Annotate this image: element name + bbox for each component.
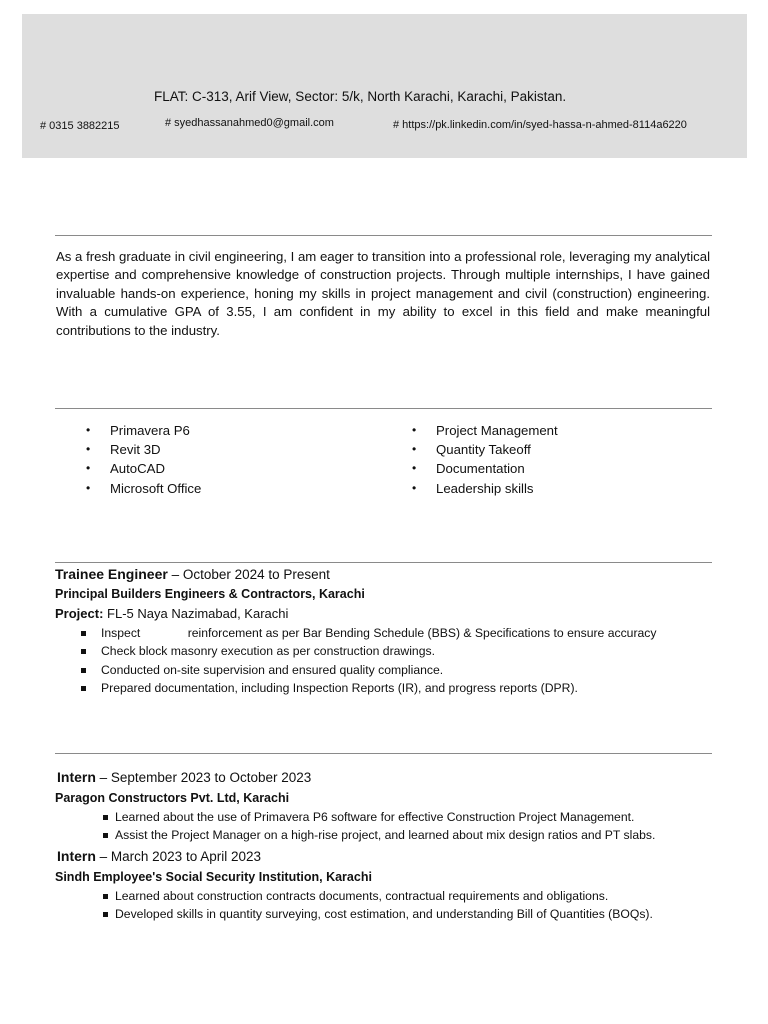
phone-number: # 0315 3882215: [40, 120, 120, 132]
internship-company: Sindh Employee's Social Security Institution, Karachi: [55, 870, 372, 884]
job-project: [55, 606, 288, 621]
project-value: FL-5 Naya Nazimabad, Karachi: [103, 606, 289, 621]
skill-item: • Leadership skills: [412, 480, 534, 496]
summary-paragraph: As a fresh graduate in civil engineering, I am eager to transition into a professional role, leveraging my analytical expertise and comprehensive knowledge of construction projects. Through multiple internships, I have gained invaluable hands-on experience, honing my skills in project management and civil (construction) engineering. With a cumulative GPA of 3.55, I am confident in my ability to excel in this field and make meaningful contributions to the industry.: [56, 249, 710, 338]
contact-header: [22, 14, 747, 158]
job-company: Principal Builders Engineers & Contractors, Karachi: [55, 587, 365, 601]
task-item: Developed skills in quantity surveying, cost estimation, and understanding Bill of Quantities (BOQs).: [115, 905, 653, 923]
address-text: FLAT: C-313, Arif View, Sector: 5/k, North Karachi, Karachi, Pakistan.: [154, 89, 567, 104]
internship-task-list: [115, 808, 655, 845]
internship-period: – March 2023 to April 2023: [95, 849, 261, 864]
task-item: Learned about construction contracts documents, contractual requirements and obligations.: [115, 887, 653, 905]
internship-title-line: [57, 769, 311, 785]
job-title-line: [55, 566, 330, 582]
skills-list-left: [86, 421, 202, 498]
section-divider: [55, 408, 712, 409]
section-divider: [55, 753, 712, 754]
skill-item: • Revit 3D: [86, 442, 161, 458]
internship-task-list: [115, 887, 653, 924]
job-role: Trainee Engineer: [55, 566, 168, 582]
job-task-list: [101, 624, 656, 698]
task-item: Prepared documentation, including Inspection Reports (IR), and progress reports (DPR).: [101, 679, 656, 697]
internship-role: Intern: [57, 848, 96, 864]
skill-item: • Primavera P6: [86, 423, 190, 438]
skill-item: • Quantity Takeoff: [412, 442, 531, 458]
linkedin-link[interactable]: # https://pk.linkedin.com/in/syed-hassa-n-ahmed-8114a6220: [393, 119, 687, 131]
project-label: Project:: [55, 606, 104, 621]
skills-list-right: [412, 421, 558, 498]
task-item: Assist the Project Manager on a high-rise project, and learned about mix design ratios and PT slabs.: [115, 826, 655, 844]
internship-title-line: [57, 848, 261, 864]
skill-item: • Microsoft Office: [86, 480, 202, 496]
email-address[interactable]: # syedhassanahmed0@gmail.com: [165, 117, 334, 129]
internship-period: – September 2023 to October 2023: [95, 770, 312, 785]
internship-company: Paragon Constructors Pvt. Ltd, Karachi: [55, 791, 290, 805]
job-period: – October 2024 to Present: [167, 567, 330, 582]
skill-item: • Project Management: [412, 423, 558, 438]
task-item: Conducted on-site supervision and ensured quality compliance.: [101, 661, 656, 679]
section-divider: [55, 562, 712, 563]
task-item: Inspect reinforcement as per Bar Bending Schedule (BBS) & Specifications to ensure accuracy: [101, 624, 656, 642]
section-divider: [55, 235, 712, 236]
task-item: Check block masonry execution as per construction drawings.: [101, 642, 656, 660]
internship-role: Intern: [57, 769, 96, 785]
task-item: Learned about the use of Primavera P6 software for effective Construction Project Management.: [115, 808, 655, 826]
skill-item: • Documentation: [412, 461, 525, 477]
skill-item: • AutoCAD: [86, 461, 165, 477]
